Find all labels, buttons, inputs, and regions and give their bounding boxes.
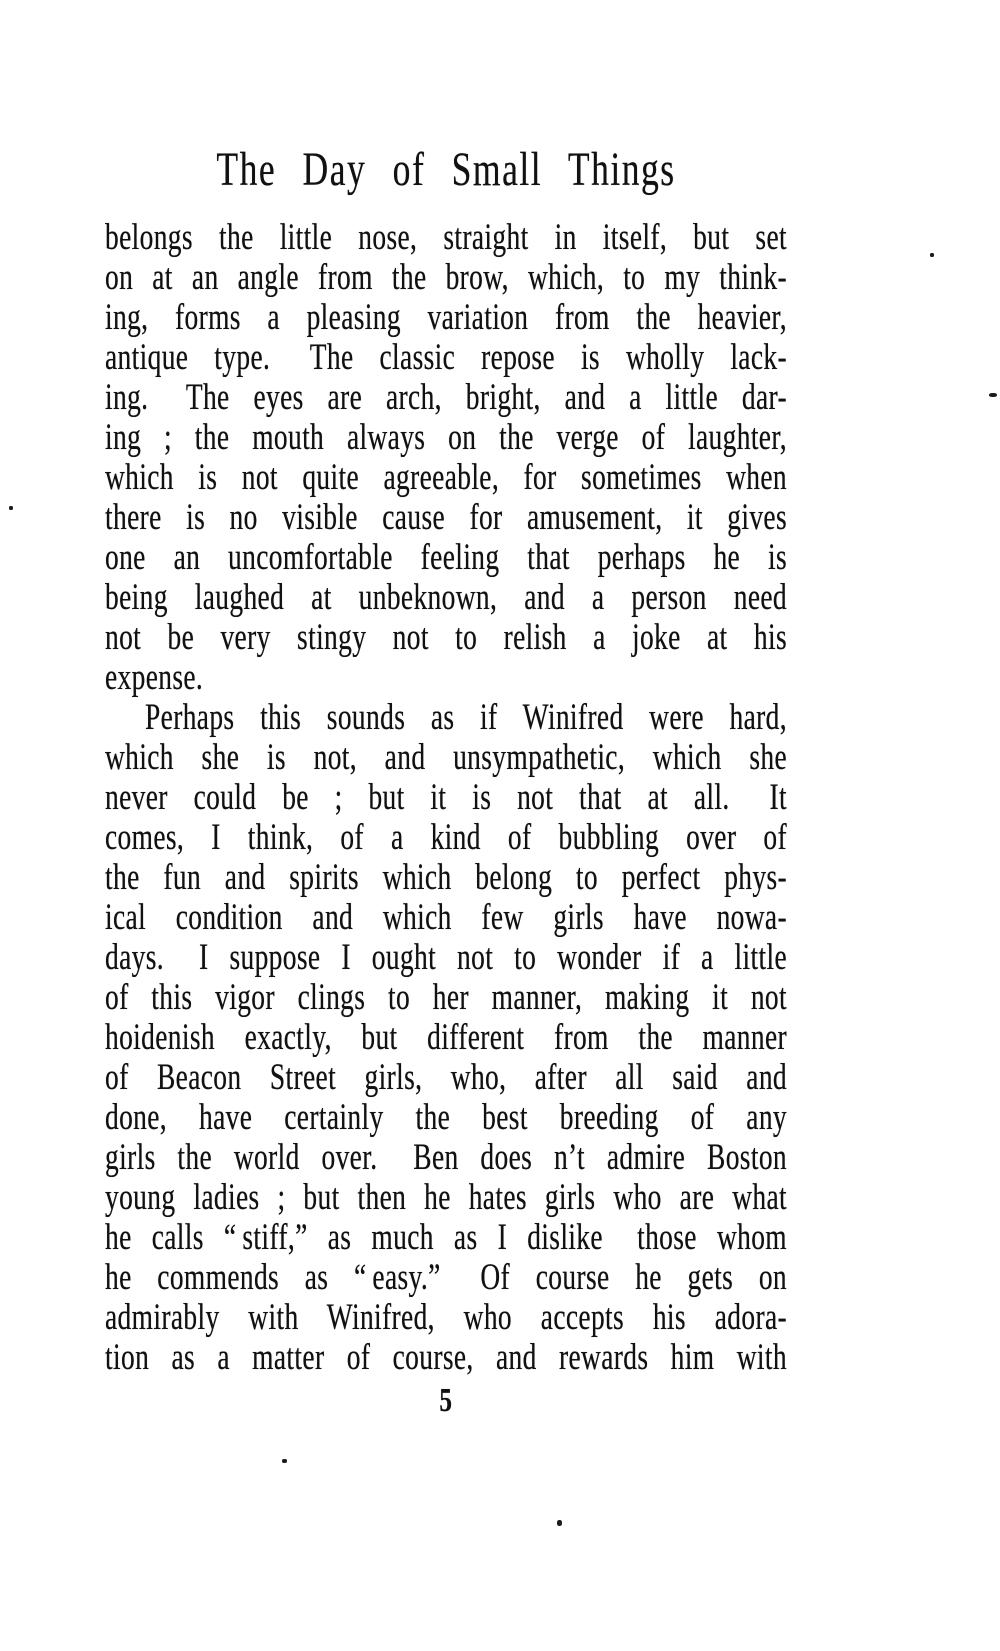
text-line: he commends as “ easy.” Of course he gets on [105, 1258, 787, 1298]
text-line: ing. The eyes are arch, bright, and a little dar- [105, 378, 787, 418]
text-line: ing ; the mouth always on the verge of laughter, [105, 418, 787, 458]
ink-speck [282, 1459, 287, 1463]
text-line: not be very stingy not to relish a joke at his [105, 618, 787, 658]
text-line: there is no visible cause for amusement, it gives [105, 498, 787, 538]
ink-speck [557, 1520, 562, 1526]
text-line: one an uncomfortable feeling that perhaps he is [105, 538, 787, 578]
text-block [105, 142, 787, 1420]
page-title: The Day of Small Things [216, 143, 676, 196]
text-line: antique type. The classic repose is wholly lack- [105, 338, 787, 378]
text-line: belongs the little nose, straight in itself, but set [105, 218, 787, 258]
text-line: hoidenish exactly, but different from the manner [105, 1018, 787, 1058]
text-line: on at an angle from the brow, which, to my think- [105, 258, 787, 298]
text-line: ical condition and which few girls have nowa- [105, 898, 787, 938]
text-line: being laughed at unbeknown, and a person need [105, 578, 787, 618]
text-line: admirably with Winifred, who accepts his adora- [105, 1298, 787, 1338]
text-line: which she is not, and unsympathetic, which she [105, 738, 787, 778]
body-text [105, 218, 787, 1378]
text-line: of Beacon Street girls, who, after all said and [105, 1058, 787, 1098]
text-line: tion as a matter of course, and rewards him with [105, 1338, 787, 1378]
ink-speck [930, 253, 934, 257]
text-line: done, have certainly the best breeding of any [105, 1098, 787, 1138]
ink-speck [9, 506, 13, 510]
text-line: days. I suppose I ought not to wonder if a little [105, 938, 787, 978]
text-line: Perhaps this sounds as if Winifred were hard, [145, 698, 787, 738]
text-line: comes, I think, of a kind of bubbling over of [105, 818, 787, 858]
text-line: young ladies ; but then he hates girls who are what [105, 1178, 787, 1218]
text-line: the fun and spirits which belong to perfect phys- [105, 858, 787, 898]
text-line: which is not quite agreeable, for sometimes when [105, 458, 787, 498]
text-line: girls the world over. Ben does n’t admire Boston [105, 1138, 787, 1178]
text-line: ing, forms a pleasing variation from the heavier, [105, 298, 787, 338]
text-line: of this vigor clings to her manner, making it not [105, 978, 787, 1018]
text-line: never could be ; but it is not that at all. It [105, 778, 787, 818]
ink-speck [989, 393, 997, 397]
text-line: expense. [105, 658, 204, 698]
text-line: he calls “ stiff,” as much as I dislike those whom [105, 1218, 787, 1258]
page-number: 5 [439, 1382, 453, 1419]
